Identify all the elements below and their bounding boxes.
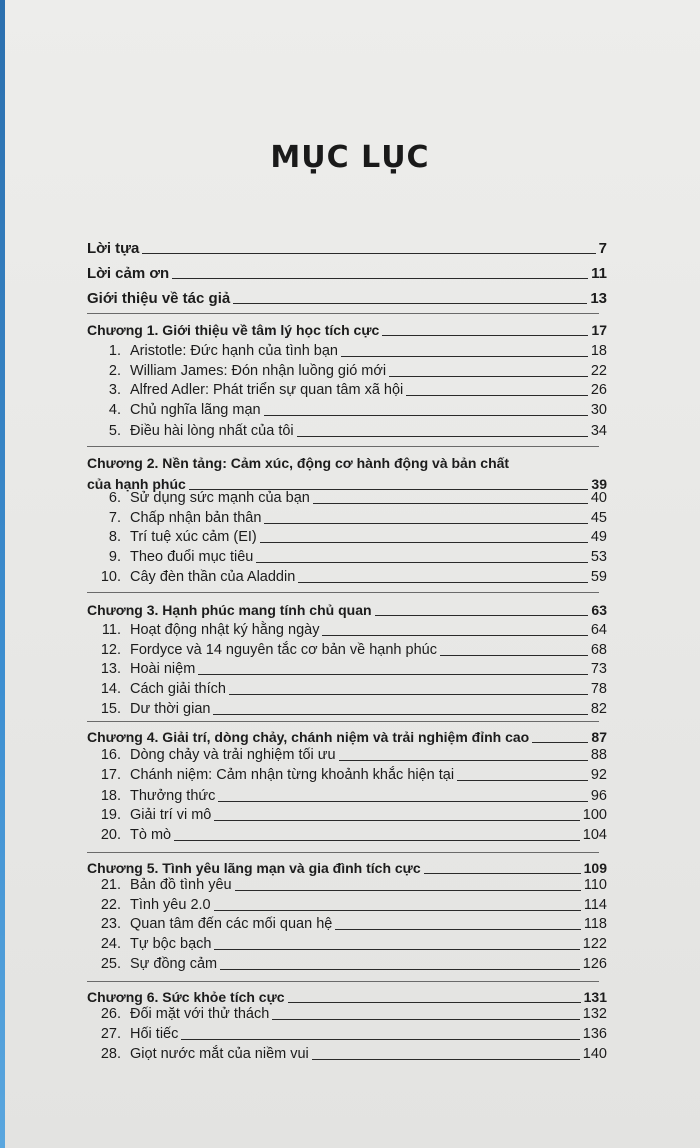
leader-line <box>229 694 588 695</box>
page-number: 82 <box>590 701 607 717</box>
leader-line <box>312 1059 580 1060</box>
leader-line <box>260 542 588 543</box>
entry-label: Alfred Adler: Phát triển sự quan tâm xã hội <box>130 382 404 398</box>
entry-label: Đối mặt với thử thách <box>130 1006 270 1022</box>
entry-label: Chương 4. Giải trí, dòng chảy, chánh niệm và trải nghiệm đỉnh cao <box>87 729 530 745</box>
leader-line <box>297 436 588 437</box>
leader-line <box>218 801 588 802</box>
entry-label: Thưởng thức <box>130 788 216 804</box>
toc-entry <box>87 567 607 587</box>
leader-line <box>457 780 588 781</box>
page-number: 100 <box>582 807 607 823</box>
toc-entry <box>87 934 607 954</box>
page-number: 39 <box>591 476 607 492</box>
entry-label: William James: Đón nhận luồng gió mới <box>130 363 387 379</box>
leader-line <box>214 910 581 911</box>
page-number: 11 <box>591 265 607 282</box>
chapter-divider <box>87 981 599 982</box>
front-matter-entry <box>87 288 607 308</box>
chapter-heading <box>87 600 607 620</box>
toc-entry <box>87 875 607 895</box>
leader-line <box>288 1002 581 1003</box>
entry-number: 26. <box>100 1006 121 1022</box>
page-number: 96 <box>590 788 607 804</box>
toc-entry <box>87 380 607 400</box>
page-number: 92 <box>590 767 607 783</box>
entry-label: Hoài niệm <box>130 661 196 677</box>
entry-label: Lời cảm ơn <box>87 265 170 282</box>
entry-number: 2. <box>108 363 121 379</box>
entry-number: 3. <box>108 382 121 398</box>
leader-line <box>174 840 580 841</box>
entry-label: Điều hài lòng nhất của tôi <box>130 423 294 439</box>
toc-entry <box>87 527 607 547</box>
toc-entry <box>87 745 607 765</box>
page-number: 122 <box>582 936 607 952</box>
leader-line <box>341 356 588 357</box>
leader-line <box>322 635 587 636</box>
page-number: 45 <box>590 510 607 526</box>
page-title: MỤC LỤC <box>270 140 430 175</box>
entry-number: 25. <box>100 956 121 972</box>
toc-entry <box>87 400 607 420</box>
entry-number: 24. <box>100 936 121 952</box>
page-number: 53 <box>590 549 607 565</box>
entry-label: Hối tiếc <box>130 1026 179 1042</box>
entry-label: Chương 3. Hạnh phúc mang tính chủ quan <box>87 602 372 618</box>
toc-entry <box>87 825 607 845</box>
toc-entry <box>87 421 607 441</box>
entry-number: 10. <box>100 569 121 585</box>
leader-line <box>214 820 579 821</box>
leader-line <box>235 890 581 891</box>
toc-entry <box>87 1024 607 1044</box>
toc-entry <box>87 1044 607 1064</box>
entry-label: Hoạt động nhật ký hằng ngày <box>130 622 320 638</box>
page-number: 140 <box>582 1046 607 1062</box>
leader-line <box>233 303 587 304</box>
page-number: 49 <box>590 529 607 545</box>
entry-label: Aristotle: Đức hạnh của tình bạn <box>130 343 338 359</box>
entry-label: Dòng chảy và trải nghiệm tối ưu <box>130 747 336 763</box>
entry-number: 18. <box>100 788 121 804</box>
entry-label: Dư thời gian <box>130 701 211 717</box>
entry-label: Chương 6. Sức khỏe tích cực <box>87 989 285 1005</box>
entry-label: Chánh niệm: Cảm nhận từng khoảnh khắc hiện tại <box>130 767 455 783</box>
page-number: 63 <box>591 602 607 618</box>
page-number: 88 <box>590 747 607 763</box>
entry-number: 21. <box>100 877 121 893</box>
entry-number: 27. <box>100 1026 121 1042</box>
front-matter-entry <box>87 238 607 258</box>
page-number: 7 <box>598 240 607 257</box>
entry-number: 8. <box>108 529 121 545</box>
page-number: 34 <box>590 423 607 439</box>
page-number: 87 <box>591 729 607 745</box>
toc-entry <box>87 659 607 679</box>
page-number: 109 <box>583 860 607 876</box>
entry-number: 20. <box>100 827 121 843</box>
entry-label: Trí tuệ xúc cảm (EI) <box>130 529 257 545</box>
toc-entry <box>87 361 607 381</box>
entry-label: Sử dụng sức mạnh của bạn <box>130 490 310 506</box>
entry-number: 17. <box>100 767 121 783</box>
chapter-divider <box>87 313 599 314</box>
chapter-heading <box>87 453 607 473</box>
chapter-divider <box>87 852 599 853</box>
leader-line <box>142 253 595 254</box>
entry-number: 5. <box>108 423 121 439</box>
leader-line <box>272 1019 580 1020</box>
entry-number: 4. <box>108 402 121 418</box>
page-number: 126 <box>582 956 607 972</box>
entry-number: 13. <box>100 661 121 677</box>
page-number: 18 <box>590 343 607 359</box>
page-number: 64 <box>590 622 607 638</box>
leader-line <box>313 503 588 504</box>
entry-number: 1. <box>108 343 121 359</box>
leader-line <box>172 278 588 279</box>
chapter-heading <box>87 320 607 340</box>
toc-entry <box>87 699 607 719</box>
entry-number: 6. <box>108 490 121 506</box>
toc-entry <box>87 508 607 528</box>
leader-line <box>256 562 588 563</box>
toc-entry <box>87 805 607 825</box>
entry-label: của hạnh phúc <box>87 476 186 492</box>
leader-line <box>220 969 580 970</box>
page-number: 104 <box>582 827 607 843</box>
leader-line <box>264 415 588 416</box>
toc-entry <box>87 914 607 934</box>
entry-number: 23. <box>100 916 121 932</box>
leader-line <box>214 949 579 950</box>
entry-number: 16. <box>100 747 121 763</box>
leader-line <box>389 376 588 377</box>
entry-label: Chương 1. Giới thiệu về tâm lý học tích cực <box>87 322 380 338</box>
leader-line <box>213 714 587 715</box>
toc-entry <box>87 620 607 640</box>
entry-label: Cách giải thích <box>130 681 226 697</box>
leader-line <box>532 742 588 743</box>
page-number: 78 <box>590 681 607 697</box>
entry-number: 7. <box>108 510 121 526</box>
toc-entry <box>87 679 607 699</box>
entry-label: Tò mò <box>130 827 172 843</box>
page-number: 131 <box>583 989 607 1005</box>
toc-entry <box>87 547 607 567</box>
toc-entry <box>87 1004 607 1024</box>
chapter-divider <box>87 592 599 593</box>
entry-number: 19. <box>100 807 121 823</box>
leader-line <box>198 674 588 675</box>
page-number: 132 <box>582 1006 607 1022</box>
toc-entry <box>87 640 607 660</box>
leader-line <box>424 873 581 874</box>
toc-entry <box>87 765 607 785</box>
page-number: 118 <box>583 916 607 932</box>
leader-line <box>181 1039 579 1040</box>
entry-label: Giọt nước mắt của niềm vui <box>130 1046 309 1062</box>
front-matter-entry <box>87 263 607 283</box>
leader-line <box>382 335 588 336</box>
entry-label: Chủ nghĩa lãng mạn <box>130 402 261 418</box>
entry-label: Cây đèn thần của Aladdin <box>130 569 296 585</box>
entry-number: 28. <box>100 1046 121 1062</box>
chapter-divider <box>87 446 599 447</box>
entry-number: 22. <box>100 897 121 913</box>
page-number: 68 <box>590 642 607 658</box>
entry-label: Chương 2. Nền tảng: Cảm xúc, động cơ hành động và bản chất <box>87 455 510 471</box>
leader-line <box>264 523 587 524</box>
page-number: 26 <box>590 382 607 398</box>
entry-label: Lời tựa <box>87 240 140 257</box>
leader-line <box>298 582 588 583</box>
leader-line <box>339 760 588 761</box>
entry-label: Sự đồng cảm <box>130 956 218 972</box>
entry-label: Fordyce và 14 nguyên tắc cơ bản về hạnh phúc <box>130 642 437 658</box>
page-number: 40 <box>590 490 607 506</box>
entry-number: 14. <box>100 681 121 697</box>
entry-label: Quan tâm đến các mối quan hệ <box>130 916 333 932</box>
page-number: 17 <box>591 322 607 338</box>
page-number: 13 <box>590 290 607 307</box>
page-number: 22 <box>590 363 607 379</box>
entry-label: Theo đuổi mục tiêu <box>130 549 254 565</box>
entry-label: Bản đồ tình yêu <box>130 877 232 893</box>
leader-line <box>406 395 588 396</box>
page-number: 114 <box>583 897 607 913</box>
page-number: 110 <box>583 877 607 893</box>
leader-line <box>335 929 581 930</box>
toc-entry <box>87 786 607 806</box>
entry-label: Chương 5. Tình yêu lãng mạn và gia đình tích cực <box>87 860 421 876</box>
entry-label: Tình yêu 2.0 <box>130 897 211 913</box>
entry-number: 15. <box>100 701 121 717</box>
entry-number: 12. <box>100 642 121 658</box>
page-number: 136 <box>582 1026 607 1042</box>
leader-line <box>375 615 589 616</box>
page-number: 30 <box>590 402 607 418</box>
toc-entry <box>87 488 607 508</box>
entry-label: Giải trí vi mô <box>130 807 212 823</box>
toc-entry <box>87 895 607 915</box>
chapter-divider <box>87 721 599 722</box>
chapter-heading <box>87 727 607 747</box>
page-number: 59 <box>590 569 607 585</box>
entry-label: Giới thiệu về tác giả <box>87 290 231 307</box>
page-number: 73 <box>590 661 607 677</box>
entry-label: Chấp nhận bản thân <box>130 510 262 526</box>
entry-label: Tự bộc bạch <box>130 936 212 952</box>
entry-number: 9. <box>108 549 121 565</box>
entry-number: 11. <box>101 622 121 638</box>
toc-entry <box>87 341 607 361</box>
toc-entry <box>87 954 607 974</box>
leader-line <box>440 655 588 656</box>
